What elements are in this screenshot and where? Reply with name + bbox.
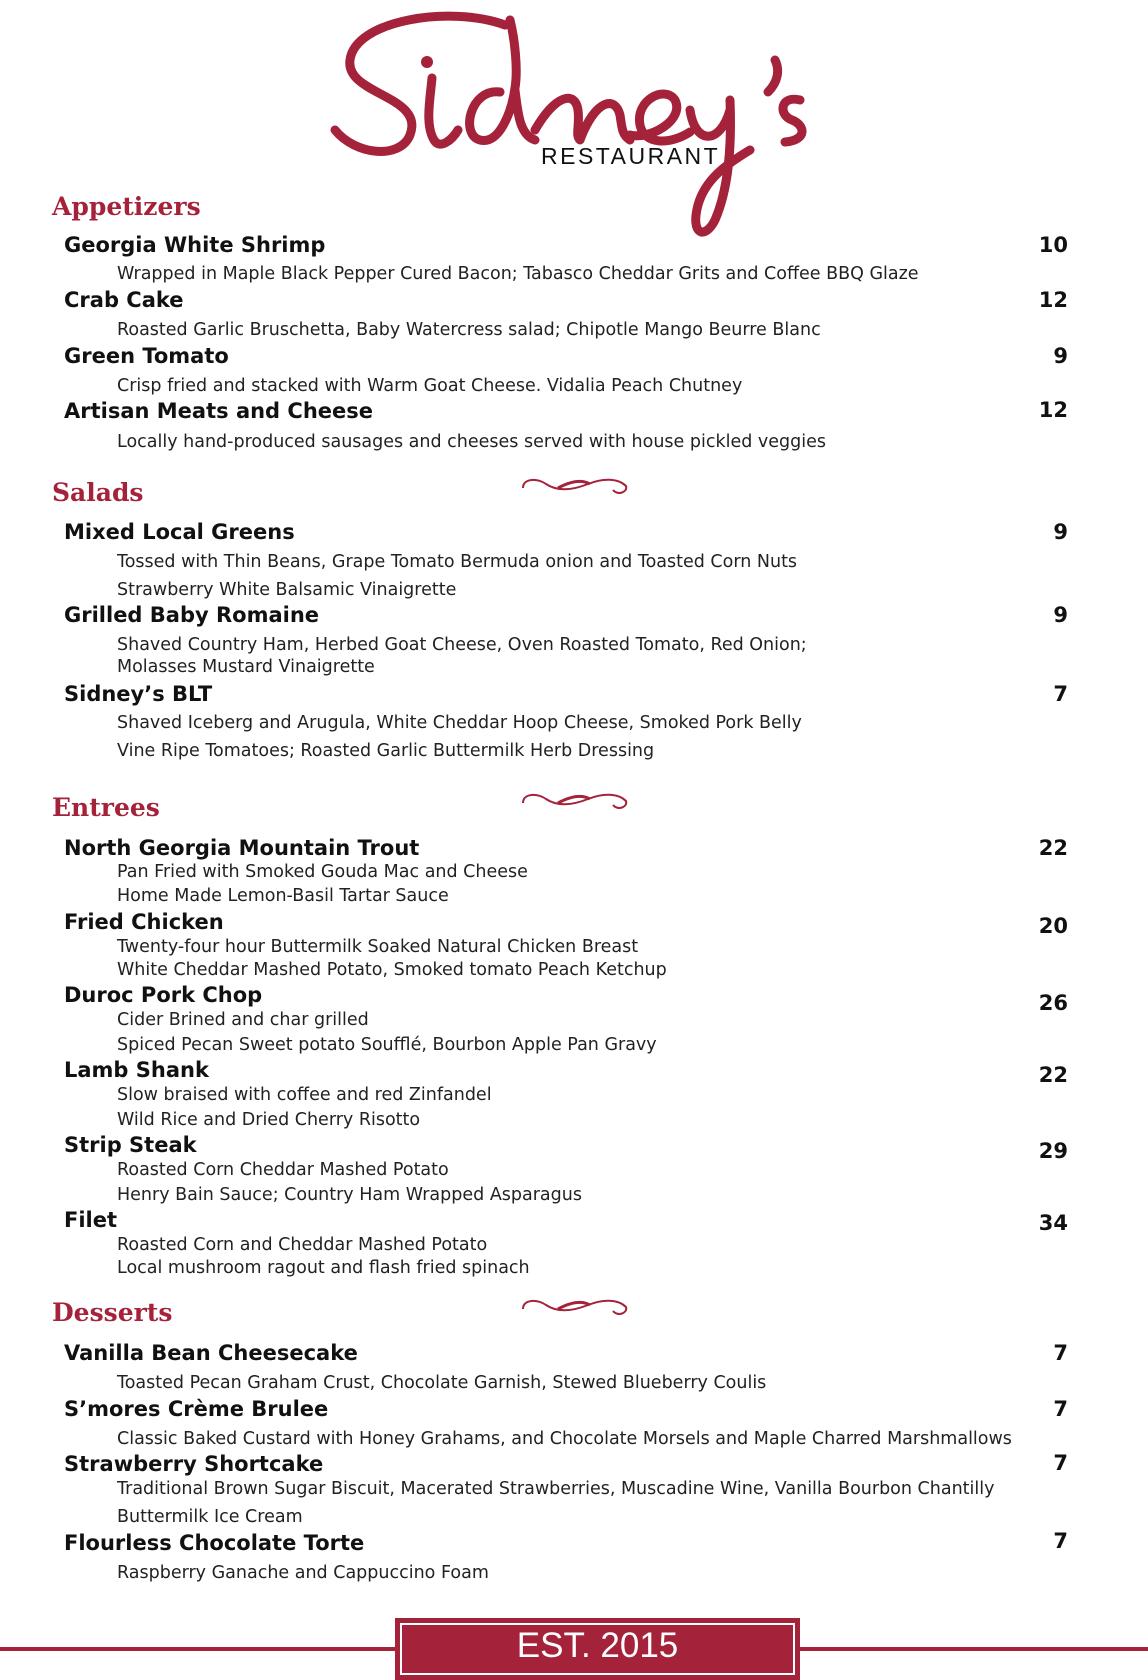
menu-item-description: Buttermilk Ice Cream <box>117 1507 303 1527</box>
menu-item-description: Wrapped in Maple Black Pepper Cured Bacon; Tabasco Cheddar Grits and Coffee BBQ Glaze <box>117 264 919 284</box>
menu-item-name: Grilled Baby Romaine <box>64 603 320 627</box>
menu-item-description: Roasted Corn and Cheddar Mashed Potato <box>117 1235 488 1255</box>
menu-item-description: Henry Bain Sauce; Country Ham Wrapped Asparagus <box>117 1185 582 1205</box>
menu-item-price: 9 <box>1053 603 1068 627</box>
menu-item-description: Spiced Pecan Sweet potato Soufflé, Bourbon Apple Pan Gravy <box>117 1035 657 1055</box>
section-title-salads: Salads <box>52 478 144 507</box>
menu-item-price: 26 <box>1038 991 1068 1015</box>
menu-item-description: Twenty-four hour Buttermilk Soaked Natural Chicken Breast <box>117 937 639 957</box>
menu-item-name: S’mores Crème Brulee <box>64 1397 329 1421</box>
established-text: EST. 2015 <box>516 1626 679 1665</box>
section-title-desserts: Desserts <box>52 1298 173 1327</box>
flourish-divider-salads <box>518 474 630 500</box>
menu-item-name: Green Tomato <box>64 344 229 368</box>
restaurant-logo <box>330 0 830 250</box>
menu-item-name: Flourless Chocolate Torte <box>64 1531 365 1555</box>
menu-item-description: Toasted Pecan Graham Crust, Chocolate Garnish, Stewed Blueberry Coulis <box>117 1373 767 1393</box>
footer-rule-left <box>0 1647 395 1651</box>
menu-item-description: Shaved Iceberg and Arugula, White Cheddar Hoop Cheese, Smoked Pork Belly <box>117 713 802 733</box>
menu-item-description: Roasted Corn Cheddar Mashed Potato <box>117 1160 449 1180</box>
menu-item-name: Strawberry Shortcake <box>64 1452 324 1476</box>
menu-item-description: Roasted Garlic Bruschetta, Baby Watercress salad; Chipotle Mango Beurre Blanc <box>117 320 821 340</box>
menu-item-description: Home Made Lemon-Basil Tartar Sauce <box>117 886 449 906</box>
menu-item-description: Strawberry White Balsamic Vinaigrette <box>117 580 457 600</box>
footer-rule-right <box>800 1647 1148 1651</box>
section-title-appetizers: Appetizers <box>52 192 201 221</box>
menu-item-price: 10 <box>1038 233 1068 257</box>
menu-item-description: White Cheddar Mashed Potato, Smoked tomato Peach Ketchup <box>117 960 667 980</box>
flourish-divider-desserts <box>518 1295 630 1321</box>
menu-item-name: Georgia White Shrimp <box>64 233 326 257</box>
menu-item-name: Lamb Shank <box>64 1058 209 1082</box>
menu-item-price: 7 <box>1053 1397 1068 1421</box>
menu-item-name: Crab Cake <box>64 288 184 312</box>
menu-item-name: Mixed Local Greens <box>64 520 295 544</box>
menu-item-price: 7 <box>1053 682 1068 706</box>
menu-item-price: 7 <box>1053 1341 1068 1365</box>
menu-item-description: Local mushroom ragout and flash fried spinach <box>117 1258 530 1278</box>
menu-item-name: Fried Chicken <box>64 910 224 934</box>
logo-subtitle: RESTAURANT <box>541 143 721 169</box>
menu-item-description: Tossed with Thin Beans, Grape Tomato Bermuda onion and Toasted Corn Nuts <box>117 552 798 572</box>
menu-item-description: Molasses Mustard Vinaigrette <box>117 657 375 677</box>
menu-item-name: Duroc Pork Chop <box>64 983 263 1007</box>
menu-item-name: North Georgia Mountain Trout <box>64 836 420 860</box>
menu-item-price: 9 <box>1053 344 1068 368</box>
menu-item-price: 7 <box>1053 1529 1068 1553</box>
menu-item-description: Pan Fried with Smoked Gouda Mac and Cheese <box>117 862 528 882</box>
menu-item-description: Vine Ripe Tomatoes; Roasted Garlic Buttermilk Herb Dressing <box>117 741 655 761</box>
menu-item-price: 29 <box>1038 1139 1068 1163</box>
menu-item-price: 34 <box>1038 1211 1068 1235</box>
menu-item-price: 22 <box>1038 836 1068 860</box>
section-title-entrees: Entrees <box>52 793 160 822</box>
menu-item-description: Classic Baked Custard with Honey Grahams, and Chocolate Morsels and Maple Charred Marshmallows <box>117 1429 1012 1449</box>
menu-item-description: Crisp fried and stacked with Warm Goat Cheese. Vidalia Peach Chutney <box>117 376 743 396</box>
flourish-divider-entrees <box>518 789 630 815</box>
menu-item-name: Artisan Meats and Cheese <box>64 399 373 423</box>
menu-item-description: Locally hand-produced sausages and cheeses served with house pickled veggies <box>117 432 826 452</box>
menu-item-description: Slow braised with coffee and red Zinfandel <box>117 1085 492 1105</box>
menu-item-description: Raspberry Ganache and Cappuccino Foam <box>117 1563 489 1583</box>
menu-item-price: 12 <box>1038 398 1068 422</box>
menu-item-price: 20 <box>1038 914 1068 938</box>
menu-item-name: Filet <box>64 1208 118 1232</box>
menu-item-description: Shaved Country Ham, Herbed Goat Cheese, Oven Roasted Tomato, Red Onion; <box>117 635 807 655</box>
menu-item-name: Vanilla Bean Cheesecake <box>64 1341 358 1365</box>
menu-item-name: Sidney’s BLT <box>64 682 213 706</box>
menu-item-name: Strip Steak <box>64 1133 197 1157</box>
menu-item-price: 12 <box>1038 288 1068 312</box>
menu-item-price: 22 <box>1038 1063 1068 1087</box>
menu-item-description: Cider Brined and char grilled <box>117 1010 369 1030</box>
menu-item-description: Traditional Brown Sugar Biscuit, Macerated Strawberries, Muscadine Wine, Vanilla Bourbon Chantilly <box>117 1479 995 1499</box>
menu-item-price: 7 <box>1053 1451 1068 1475</box>
menu-item-description: Wild Rice and Dried Cherry Risotto <box>117 1110 421 1130</box>
menu-item-price: 9 <box>1053 520 1068 544</box>
